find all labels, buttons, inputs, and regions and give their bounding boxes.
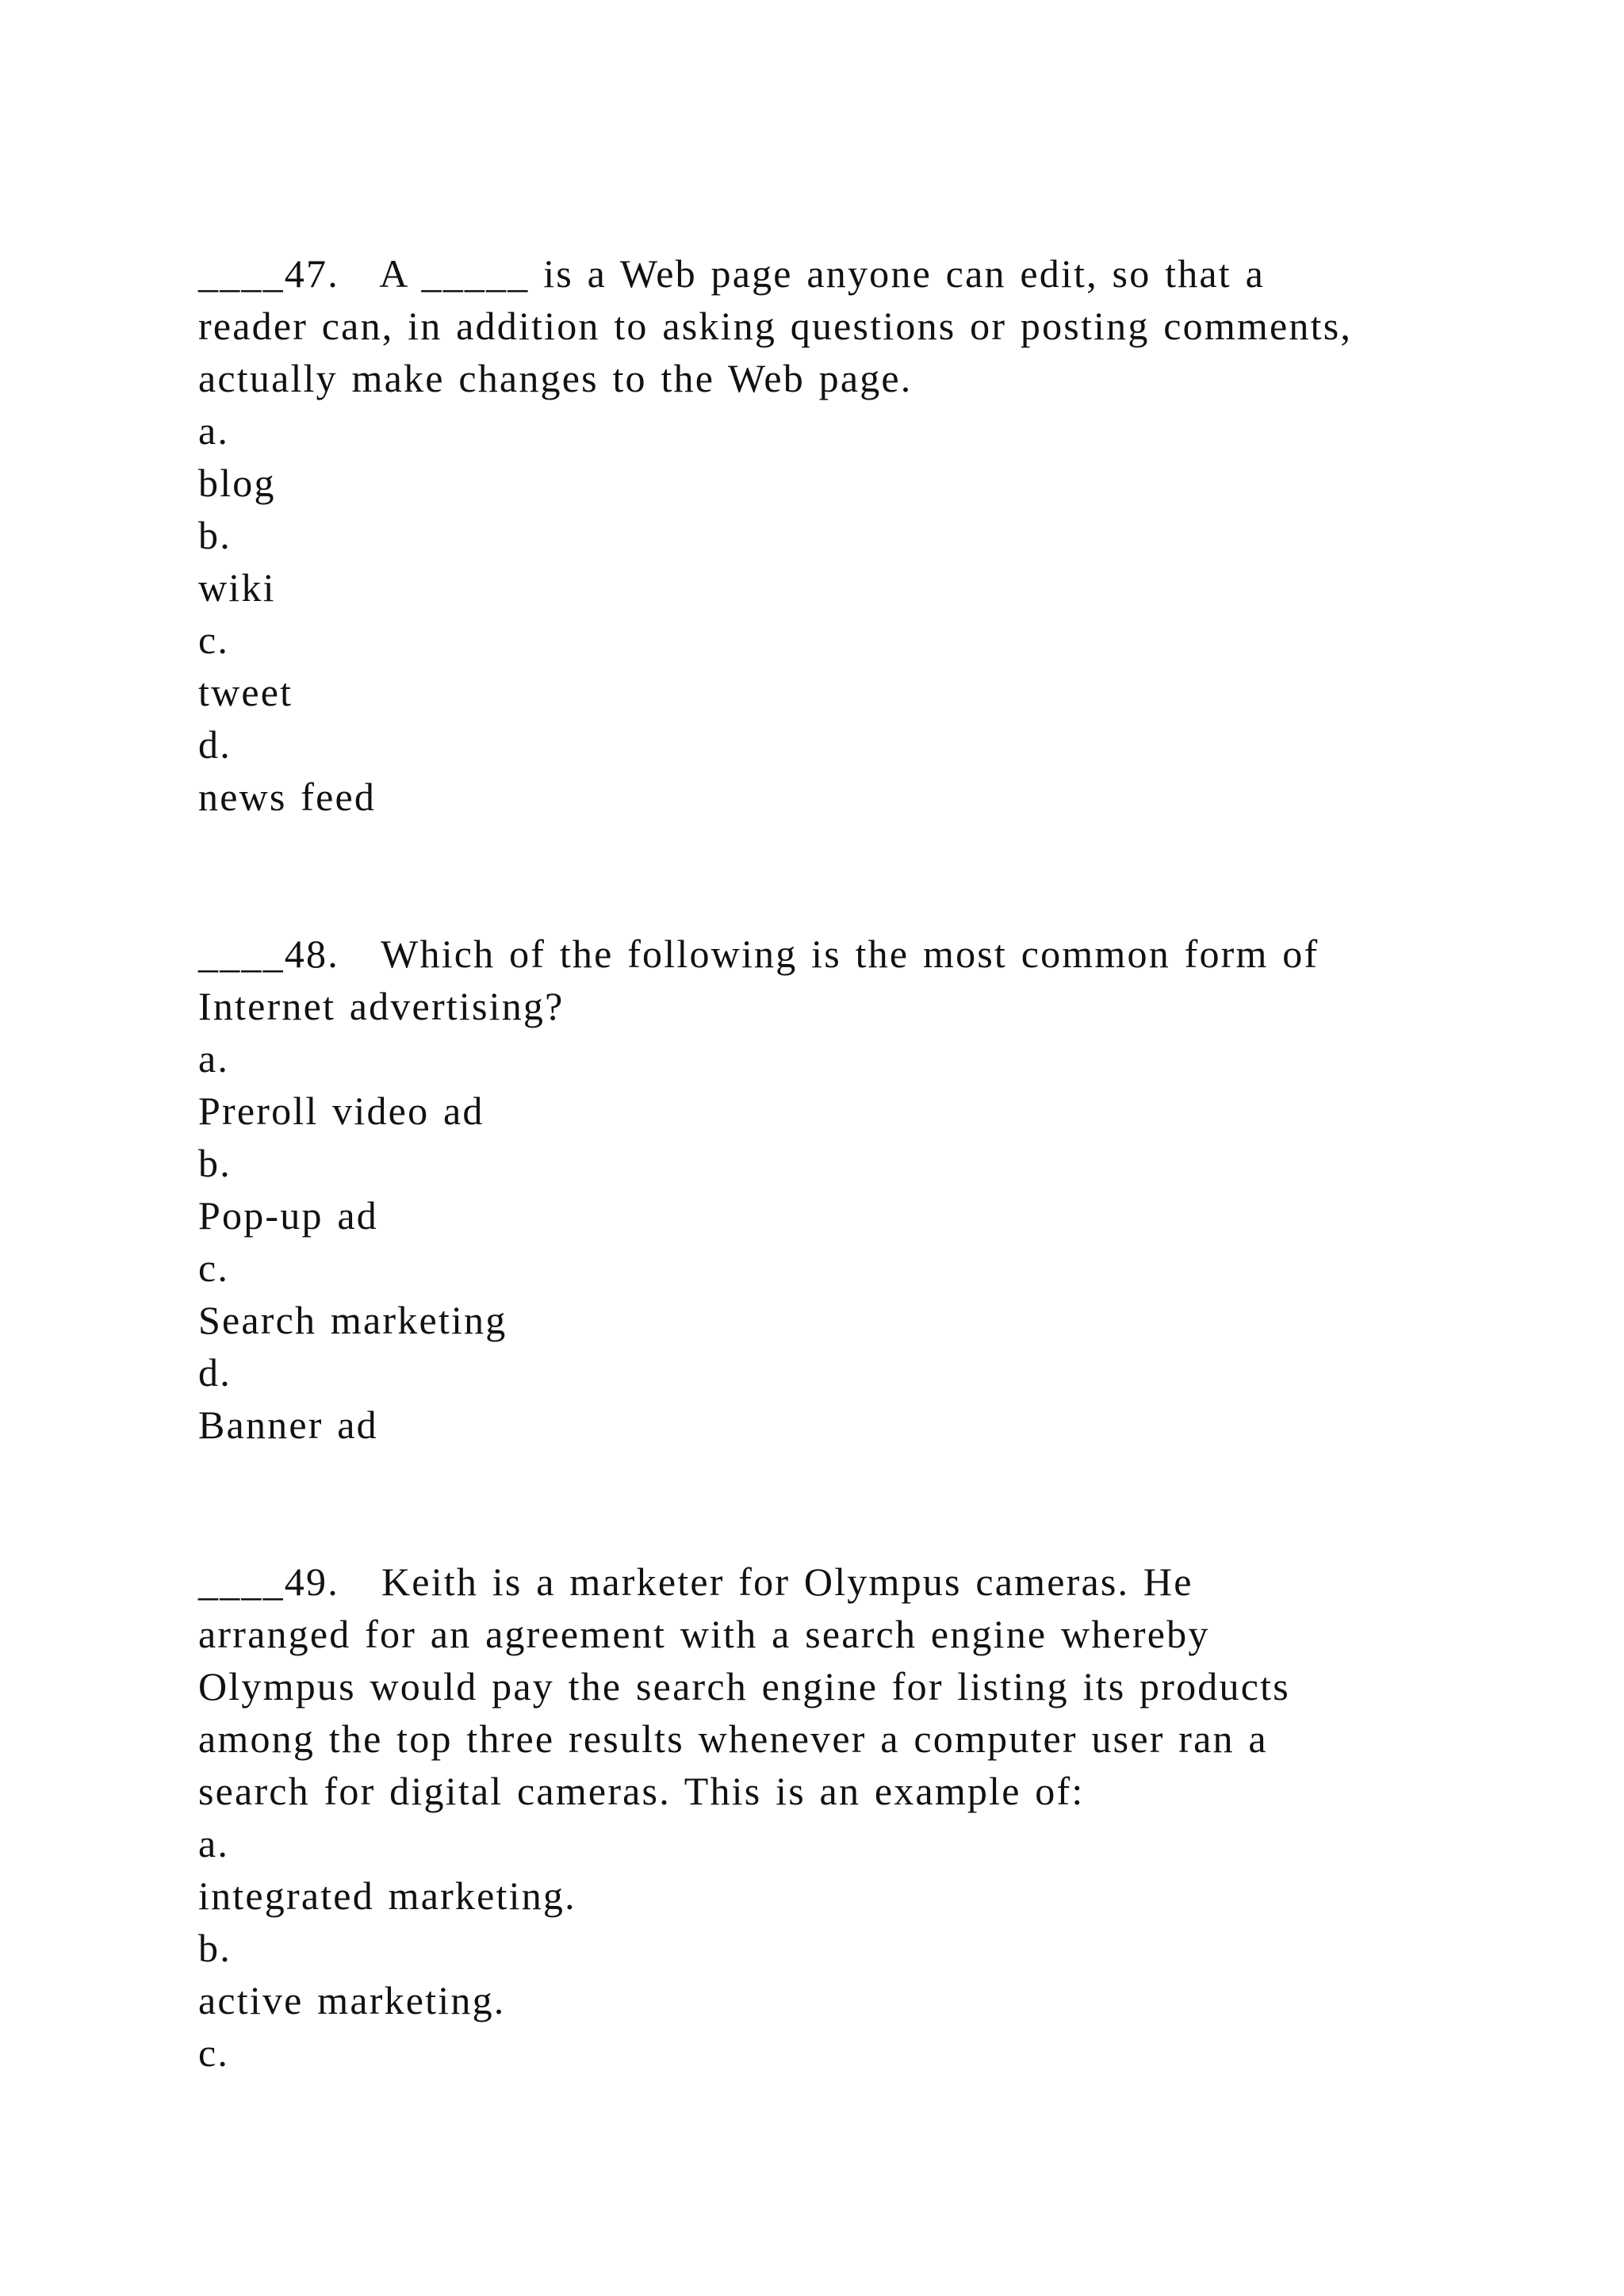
option-letter: b. (198, 1926, 232, 1970)
option-letter: a. (198, 1036, 230, 1081)
document-page (198, 247, 1467, 2079)
option-letter: c. (198, 1246, 230, 1290)
question-spacer (198, 1451, 1467, 1556)
question-text-line: ____47. A _____ is a Web page anyone can edit, so that a (198, 251, 1265, 296)
option-text: wiki (198, 565, 276, 610)
option-text: Preroll video ad (198, 1089, 485, 1133)
option-letter: b. (198, 513, 232, 557)
option-letter: b. (198, 1141, 232, 1185)
question-text-line: among the top three results whenever a computer user ran a (198, 1716, 1268, 1761)
option-text: Banner ad (198, 1402, 378, 1447)
question-text-line: actually make changes to the Web page. (198, 356, 913, 400)
question-47 (198, 247, 1467, 823)
option-text: Pop-up ad (198, 1193, 378, 1238)
question-text-line: Internet advertising? (198, 984, 565, 1028)
question-spacer (198, 823, 1467, 928)
option-letter: d. (198, 1350, 232, 1395)
option-letter: c. (198, 2030, 230, 2075)
option-text: tweet (198, 670, 293, 714)
question-49 (198, 1556, 1467, 2079)
option-letter: a. (198, 1821, 230, 1866)
option-text: active marketing. (198, 1978, 506, 2022)
question-48 (198, 928, 1467, 1451)
option-letter: c. (198, 618, 230, 662)
question-text-line: Olympus would pay the search engine for listing its products (198, 1664, 1290, 1709)
option-text: integrated marketing. (198, 1873, 576, 1918)
question-text-line: search for digital cameras. This is an example of: (198, 1769, 1085, 1813)
option-letter: a. (198, 408, 230, 453)
question-text-line: arranged for an agreement with a search engine whereby (198, 1612, 1210, 1656)
option-letter: d. (198, 722, 232, 767)
option-text: blog (198, 461, 276, 505)
question-text-line: ____48. Which of the following is the most common form of (198, 932, 1320, 976)
option-text: Search marketing (198, 1298, 508, 1342)
question-text-line: reader can, in addition to asking questions or posting comments, (198, 304, 1353, 348)
option-text: news feed (198, 775, 377, 819)
question-text-line: ____49. Keith is a marketer for Olympus cameras. He (198, 1559, 1193, 1604)
